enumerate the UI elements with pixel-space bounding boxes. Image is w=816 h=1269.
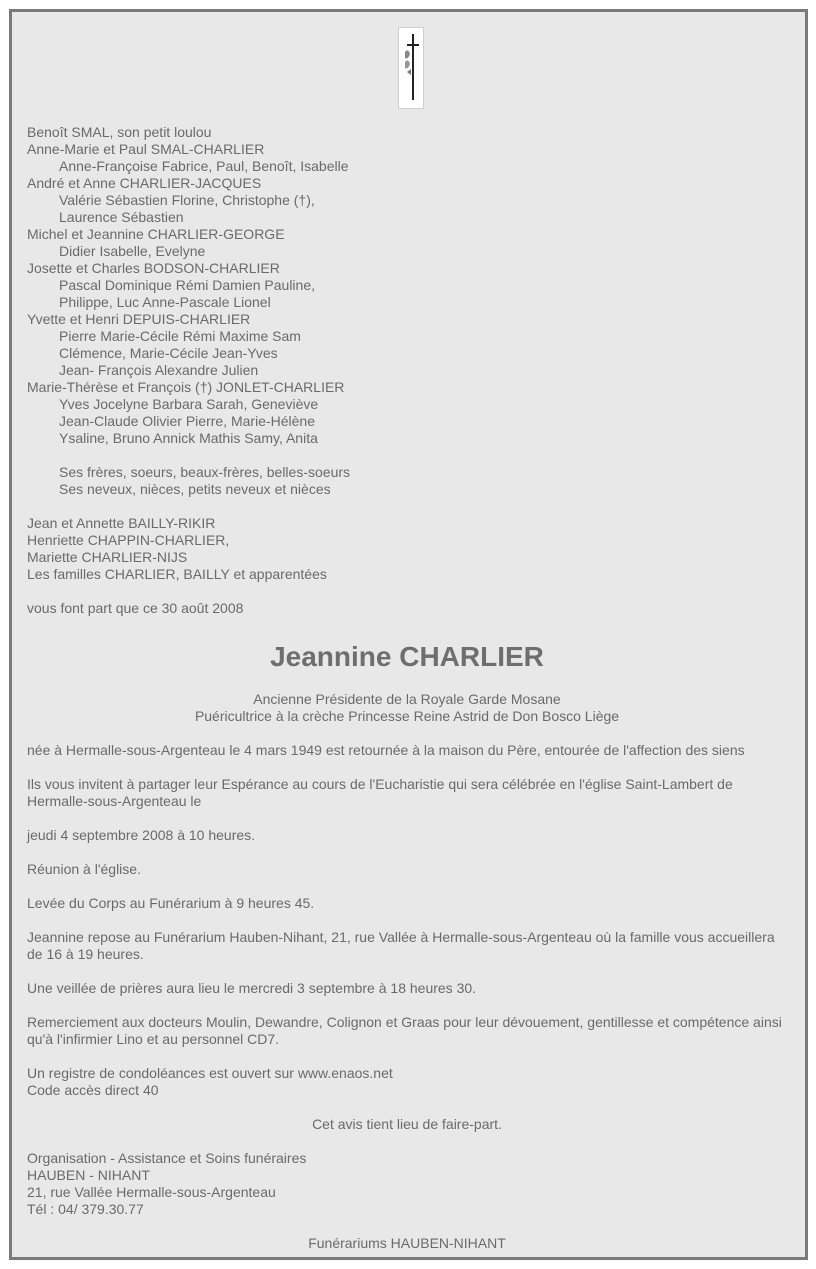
footer-text: Funérariums HAUBEN-NIHANT	[308, 1235, 506, 1251]
siblings-line: Ses frères, soeurs, beaux-frères, belles-soeurs	[59, 464, 351, 480]
deceased-name: Jeannine CHARLIER	[270, 641, 544, 672]
family-line: Valérie Sébastien Florine, Christophe (†),	[59, 192, 315, 208]
family-line: Pierre Marie-Cécile Rémi Maxime Sam	[59, 328, 301, 344]
levee-text: Levée du Corps au Funérarium à 9 heures 45.	[27, 895, 315, 911]
announcement-text: vous font part que ce 30 août 2008	[27, 600, 244, 616]
organisation-block	[27, 1150, 787, 1218]
notice-text: Cet avis tient lieu de faire-part.	[312, 1116, 502, 1132]
rests-text: Jeannine repose au Funérarium Hauben-Nihant, 21, rue Vallée à Hermalle-sous-Argenteau où la famille vous accueillera de 16 à 19 heures.	[27, 929, 775, 962]
family-line: Laurence Sébastien	[59, 209, 184, 225]
family-line: Clémence, Marie-Cécile Jean-Yves	[59, 345, 278, 361]
others-line: Jean et Annette BAILLY-RIKIR	[27, 515, 216, 531]
register-code: Code accès direct 40	[27, 1082, 159, 1098]
obituary-frame	[9, 9, 808, 1260]
family-line: Pascal Dominique Rémi Damien Pauline,	[59, 277, 316, 293]
organisation-line: Organisation - Assistance et Soins funéraires	[27, 1150, 307, 1166]
siblings-line: Ses neveux, nièces, petits neveux et nièces	[59, 481, 331, 497]
cross-emblem	[398, 27, 424, 109]
others-line: Henriette CHAPPIN-CHARLIER,	[27, 532, 230, 548]
family-line: Didier Isabelle, Evelyne	[59, 243, 206, 259]
family-line: André et Anne CHARLIER-JACQUES	[27, 175, 262, 191]
birth-text: née à Hermalle-sous-Argenteau le 4 mars 1949 est retournée à la maison du Père, entourée de l'affection des siens	[27, 742, 745, 758]
obituary-content	[27, 124, 787, 1252]
family-line: Josette et Charles BODSON-CHARLIER	[27, 260, 280, 276]
others-line: Les familles CHARLIER, BAILLY et apparentées	[27, 566, 327, 582]
family-line: Anne-Marie et Paul SMAL-CHARLIER	[27, 141, 265, 157]
family-line: Philippe, Luc Anne-Pascale Lionel	[59, 294, 271, 310]
cross-icon	[399, 28, 423, 108]
invitation-text: Ils vous invitent à partager leur Espérance au cours de l'Eucharistie qui sera célébrée en l'église Saint-Lambert de Hermalle-sous-Argenteau le	[27, 776, 733, 809]
reunion-text: Réunion à l'église.	[27, 861, 141, 877]
family-line: Marie-Thérèse et François (†) JONLET-CHARLIER	[27, 379, 345, 395]
thanks-text: Remerciement aux docteurs Moulin, Dewandre, Colignon et Graas pour leur dévouement, gentillesse et compétence ainsi qu'à l'infirmier Lino et au personnel CD7.	[27, 1014, 782, 1047]
family-line: Michel et Jeannine CHARLIER-GEORGE	[27, 226, 285, 242]
family-line: Yves Jocelyne Barbara Sarah, Geneviève	[59, 396, 319, 412]
family-line: Yvette et Henri DEPUIS-CHARLIER	[27, 311, 251, 327]
family-line: Jean-Claude Olivier Pierre, Marie-Hélène	[59, 413, 315, 429]
family-line: Anne-Françoise Fabrice, Paul, Benoît, Isabelle	[59, 158, 349, 174]
siblings-list	[27, 464, 787, 498]
vigil-text: Une veillée de prières aura lieu le mercredi 3 septembre à 18 heures 30.	[27, 980, 477, 996]
family-line: Ysaline, Bruno Annick Mathis Samy, Anita	[59, 430, 318, 446]
organisation-line: 21, rue Vallée Hermalle-sous-Argenteau	[27, 1184, 276, 1200]
register-text: Un registre de condoléances est ouvert sur www.enaos.net	[27, 1065, 393, 1081]
others-line: Mariette CHARLIER-NIJS	[27, 549, 188, 565]
title-line: Puéricultrice à la crèche Princesse Reine Astrid de Don Bosco Liège	[194, 708, 620, 724]
ceremony-date: jeudi 4 septembre 2008 à 10 heures.	[27, 827, 256, 843]
family-line: Jean- François Alexandre Julien	[59, 362, 259, 378]
family-line: Benoît SMAL, son petit loulou	[27, 124, 212, 140]
organisation-line: HAUBEN - NIHANT	[27, 1167, 150, 1183]
title-line: Ancienne Présidente de la Royale Garde Mosane	[253, 691, 561, 707]
others-list	[27, 515, 787, 583]
family-list	[27, 124, 787, 447]
organisation-line: Tél : 04/ 379.30.77	[27, 1201, 144, 1217]
